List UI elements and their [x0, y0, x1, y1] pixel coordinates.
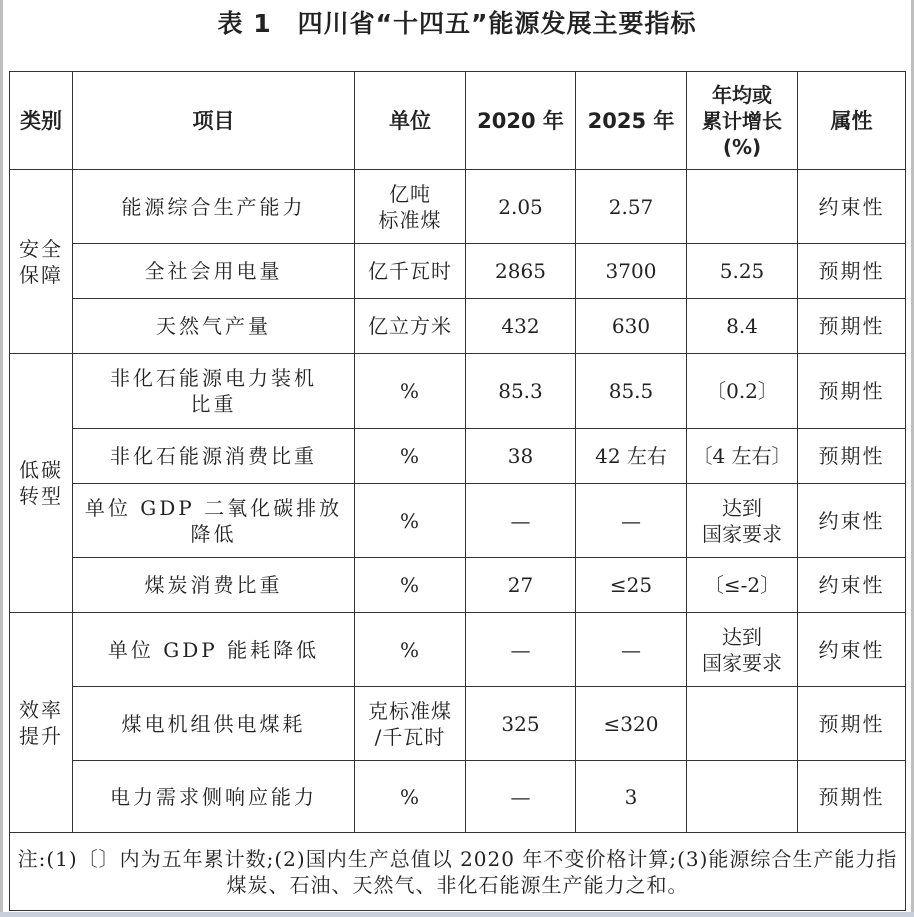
- value-2020-cell: 2865: [466, 244, 576, 299]
- value-2025-cell: 3: [576, 761, 687, 833]
- unit-cell: [355, 170, 466, 244]
- value-2025-cell: ≤25: [576, 558, 687, 613]
- unit-cell: %: [355, 429, 466, 484]
- unit-cell: %: [355, 558, 466, 613]
- value-2025-cell: ≤320: [576, 687, 687, 761]
- attribute-cell: 预期性: [798, 429, 906, 484]
- table-row: [10, 484, 906, 558]
- attribute-cell: 预期性: [798, 354, 906, 429]
- category-efficiency-line2: 提升: [19, 723, 63, 748]
- value-2025-cell: 42 左右: [576, 429, 687, 484]
- attribute-cell: 预期性: [798, 761, 906, 833]
- item-cell: 煤电机组供电煤耗: [73, 687, 355, 761]
- unit-line1: 克标准煤: [368, 698, 452, 723]
- growth-cell: [687, 484, 798, 558]
- value-2025-cell: 2.57: [576, 170, 687, 244]
- item-line1: 非化石能源电力装机: [110, 366, 317, 390]
- item-cell: [73, 484, 355, 558]
- value-2020-cell: —: [466, 761, 576, 833]
- growth-cell: 5.25: [687, 244, 798, 299]
- frame-bottom-border: [0, 912, 914, 917]
- unit-cell: 亿千瓦时: [355, 244, 466, 299]
- unit-cell: %: [355, 484, 466, 558]
- header-row: [10, 72, 906, 170]
- category-security: [10, 170, 73, 354]
- growth-line1: 达到: [722, 495, 762, 520]
- growth-cell: 8.4: [687, 299, 798, 354]
- unit-cell: %: [355, 613, 466, 687]
- item-cell: 非化石能源消费比重: [73, 429, 355, 484]
- category-low-carbon-line1: 低碳: [19, 458, 63, 482]
- unit-line2: /千瓦时: [374, 724, 446, 749]
- growth-cell: 〔≤-2〕: [687, 558, 798, 613]
- attribute-cell: 约束性: [798, 613, 906, 687]
- table-row: [10, 687, 906, 761]
- header-item: 项目: [73, 72, 355, 170]
- unit-cell: 亿立方米: [355, 299, 466, 354]
- value-2020-cell: 27: [466, 558, 576, 613]
- item-cell: 全社会用电量: [73, 244, 355, 299]
- value-2020-cell: —: [466, 484, 576, 558]
- value-2025-cell: 85.5: [576, 354, 687, 429]
- growth-cell: [687, 613, 798, 687]
- value-2020-cell: 325: [466, 687, 576, 761]
- table-row: [10, 170, 906, 244]
- growth-cell: [687, 761, 798, 833]
- category-efficiency: [10, 613, 73, 833]
- header-2025: 2025 年: [576, 72, 687, 170]
- attribute-cell: 预期性: [798, 299, 906, 354]
- table-row: [10, 244, 906, 299]
- growth-line2: 国家要求: [702, 521, 782, 546]
- unit-cell: [355, 687, 466, 761]
- growth-cell: 〔4 左右〕: [687, 429, 798, 484]
- category-security-line1: 安全: [19, 236, 63, 261]
- category-low-carbon-line2: 转型: [19, 484, 63, 508]
- frame-left-border: [0, 0, 3, 917]
- header-category: 类别: [10, 72, 73, 170]
- energy-indicators-table: [9, 71, 906, 911]
- value-2025-cell: —: [576, 484, 687, 558]
- header-growth-line1: 年均或: [712, 82, 772, 107]
- growth-line1: 达到: [722, 624, 762, 649]
- item-line2: 降低: [190, 521, 237, 546]
- unit-cell: %: [355, 354, 466, 429]
- value-2020-cell: 2.05: [466, 170, 576, 244]
- growth-line2: 国家要求: [702, 650, 782, 675]
- table-note: 注:(1)〔〕内为五年累计数;(2)国内生产总值以 2020 年不变价格计算;(3)能源综合生产能力指煤炭、石油、天然气、非化石能源生产能力之和。: [10, 833, 906, 911]
- attribute-cell: 预期性: [798, 244, 906, 299]
- table-row: [10, 299, 906, 354]
- item-cell: 能源综合生产能力: [73, 170, 355, 244]
- category-security-line2: 保障: [19, 262, 63, 287]
- attribute-cell: 预期性: [798, 687, 906, 761]
- item-cell: 煤炭消费比重: [73, 558, 355, 613]
- growth-cell: [687, 170, 798, 244]
- item-cell: [73, 354, 355, 429]
- growth-cell: 〔0.2〕: [687, 354, 798, 429]
- header-growth-line2: 累计增长: [702, 108, 782, 133]
- table-row: [10, 613, 906, 687]
- growth-cell: [687, 687, 798, 761]
- value-2020-cell: 432: [466, 299, 576, 354]
- header-2020: 2020 年: [466, 72, 576, 170]
- header-growth: [687, 72, 798, 170]
- category-efficiency-line1: 效率: [19, 697, 63, 722]
- table-row: [10, 558, 906, 613]
- item-line2: 比重: [190, 392, 237, 416]
- table-row: [10, 354, 906, 429]
- value-2025-cell: —: [576, 613, 687, 687]
- category-low-carbon: [10, 354, 73, 613]
- value-2025-cell: 3700: [576, 244, 687, 299]
- header-attribute: 属性: [798, 72, 906, 170]
- attribute-cell: 约束性: [798, 170, 906, 244]
- item-cell: 天然气产量: [73, 299, 355, 354]
- header-growth-line3: (%): [722, 134, 762, 159]
- unit-line1: 亿吨: [389, 181, 431, 206]
- attribute-cell: 约束性: [798, 484, 906, 558]
- value-2020-cell: 38: [466, 429, 576, 484]
- item-cell: 单位 GDP 能耗降低: [73, 613, 355, 687]
- table-row: [10, 761, 906, 833]
- item-cell: 电力需求侧响应能力: [73, 761, 355, 833]
- item-line1: 单位 GDP 二氧化碳排放: [84, 495, 343, 520]
- value-2020-cell: 85.3: [466, 354, 576, 429]
- table-row: [10, 429, 906, 484]
- attribute-cell: 约束性: [798, 558, 906, 613]
- unit-line2: 标准煤: [378, 207, 442, 232]
- value-2020-cell: —: [466, 613, 576, 687]
- note-row: [10, 833, 906, 911]
- table-title: 表 1 四川省“十四五”能源发展主要指标: [217, 9, 697, 38]
- header-unit: 单位: [355, 72, 466, 170]
- value-2025-cell: 630: [576, 299, 687, 354]
- unit-cell: %: [355, 761, 466, 833]
